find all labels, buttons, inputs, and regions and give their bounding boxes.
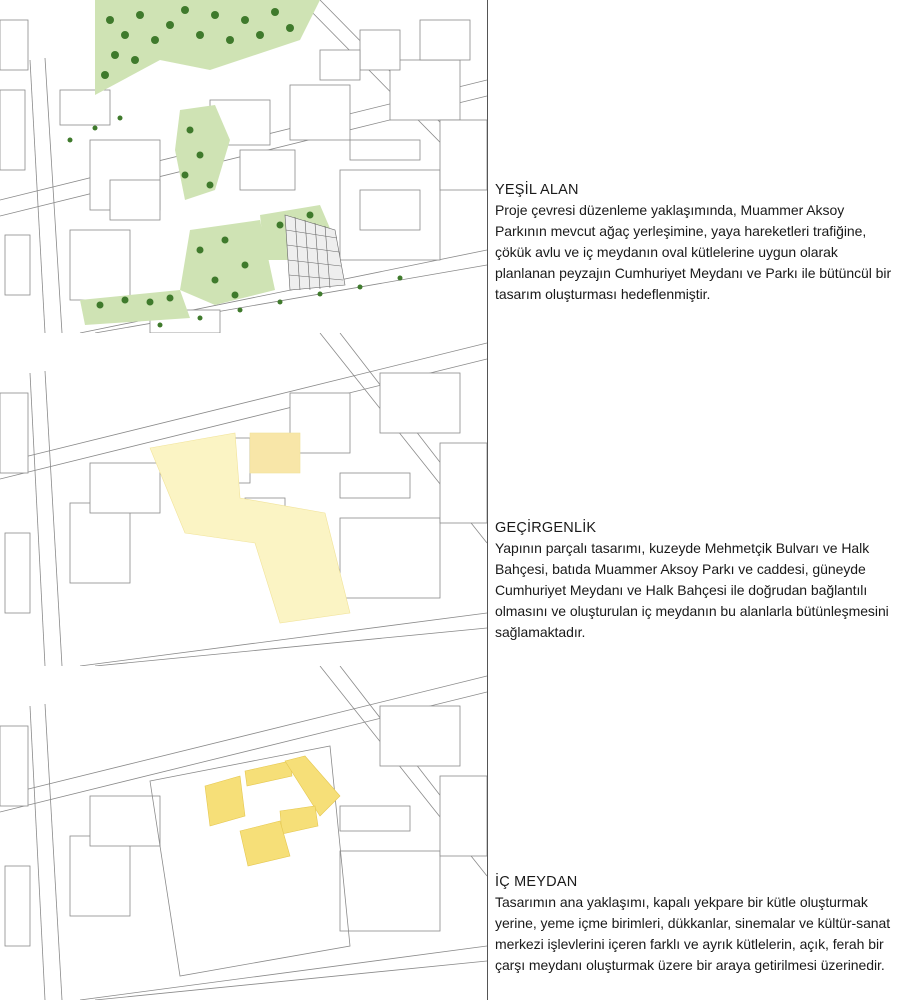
site-plan-permeability: [0, 333, 487, 666]
section-title: İÇ MEYDAN: [495, 874, 578, 890]
panel-inner-square: [0, 666, 488, 1000]
section-title: GEÇİRGENLİK: [495, 520, 597, 536]
panel-permeability: [0, 333, 488, 667]
courtyard-grid: [285, 215, 345, 290]
section-permeability: [495, 518, 895, 643]
permeability-zones: [150, 433, 350, 623]
site-plan-green: [0, 0, 487, 333]
site-plan-inner-square: [0, 666, 487, 1000]
section-green-area: [495, 180, 895, 305]
section-text: Yapının parçalı tasarımı, kuzeyde Mehmetçik Bulvarı ve Halk Bahçesi, batıda Muammer Aksoy Parkı ve caddesi, güneyde Cumhuriyet Meydanı ve Halk Bahçesi ile doğrudan bağlantılı olmasını ve oluşturulan iç meydanın bu alanlarla bütünleşmesini sağlamaktadır.: [495, 540, 889, 640]
inner-square-masses: [205, 756, 340, 866]
panel-green-area: [0, 0, 488, 334]
section-title: YEŞİL ALAN: [495, 182, 579, 198]
section-inner-square: [495, 872, 895, 976]
section-text: Proje çevresi düzenleme yaklaşımında, Muammer Aksoy Parkının mevcut ağaç yerleşimine, yaya hareketleri trafiğine, çökük avlu ve iç meydanın oval kütlelerine uygun olarak planlanan peyzajın Cumhuriyet Meydanı ve Parkı ile bütüncül bir tasarım oluşturması hedeflenmiştir.: [495, 202, 892, 302]
section-text: Tasarımın ana yaklaşımı, kapalı yekpare bir kütle oluşturmak yerine, yeme içme birimleri, dükkanlar, sinemalar ve kültür-sanat merkezi işlevlerini içeren farklı ve ayrık kütlelerin, açık, ferah bir çarşı meydanı oluşturmak üzere bir araya getirilmesi üzerinedir.: [495, 894, 891, 973]
